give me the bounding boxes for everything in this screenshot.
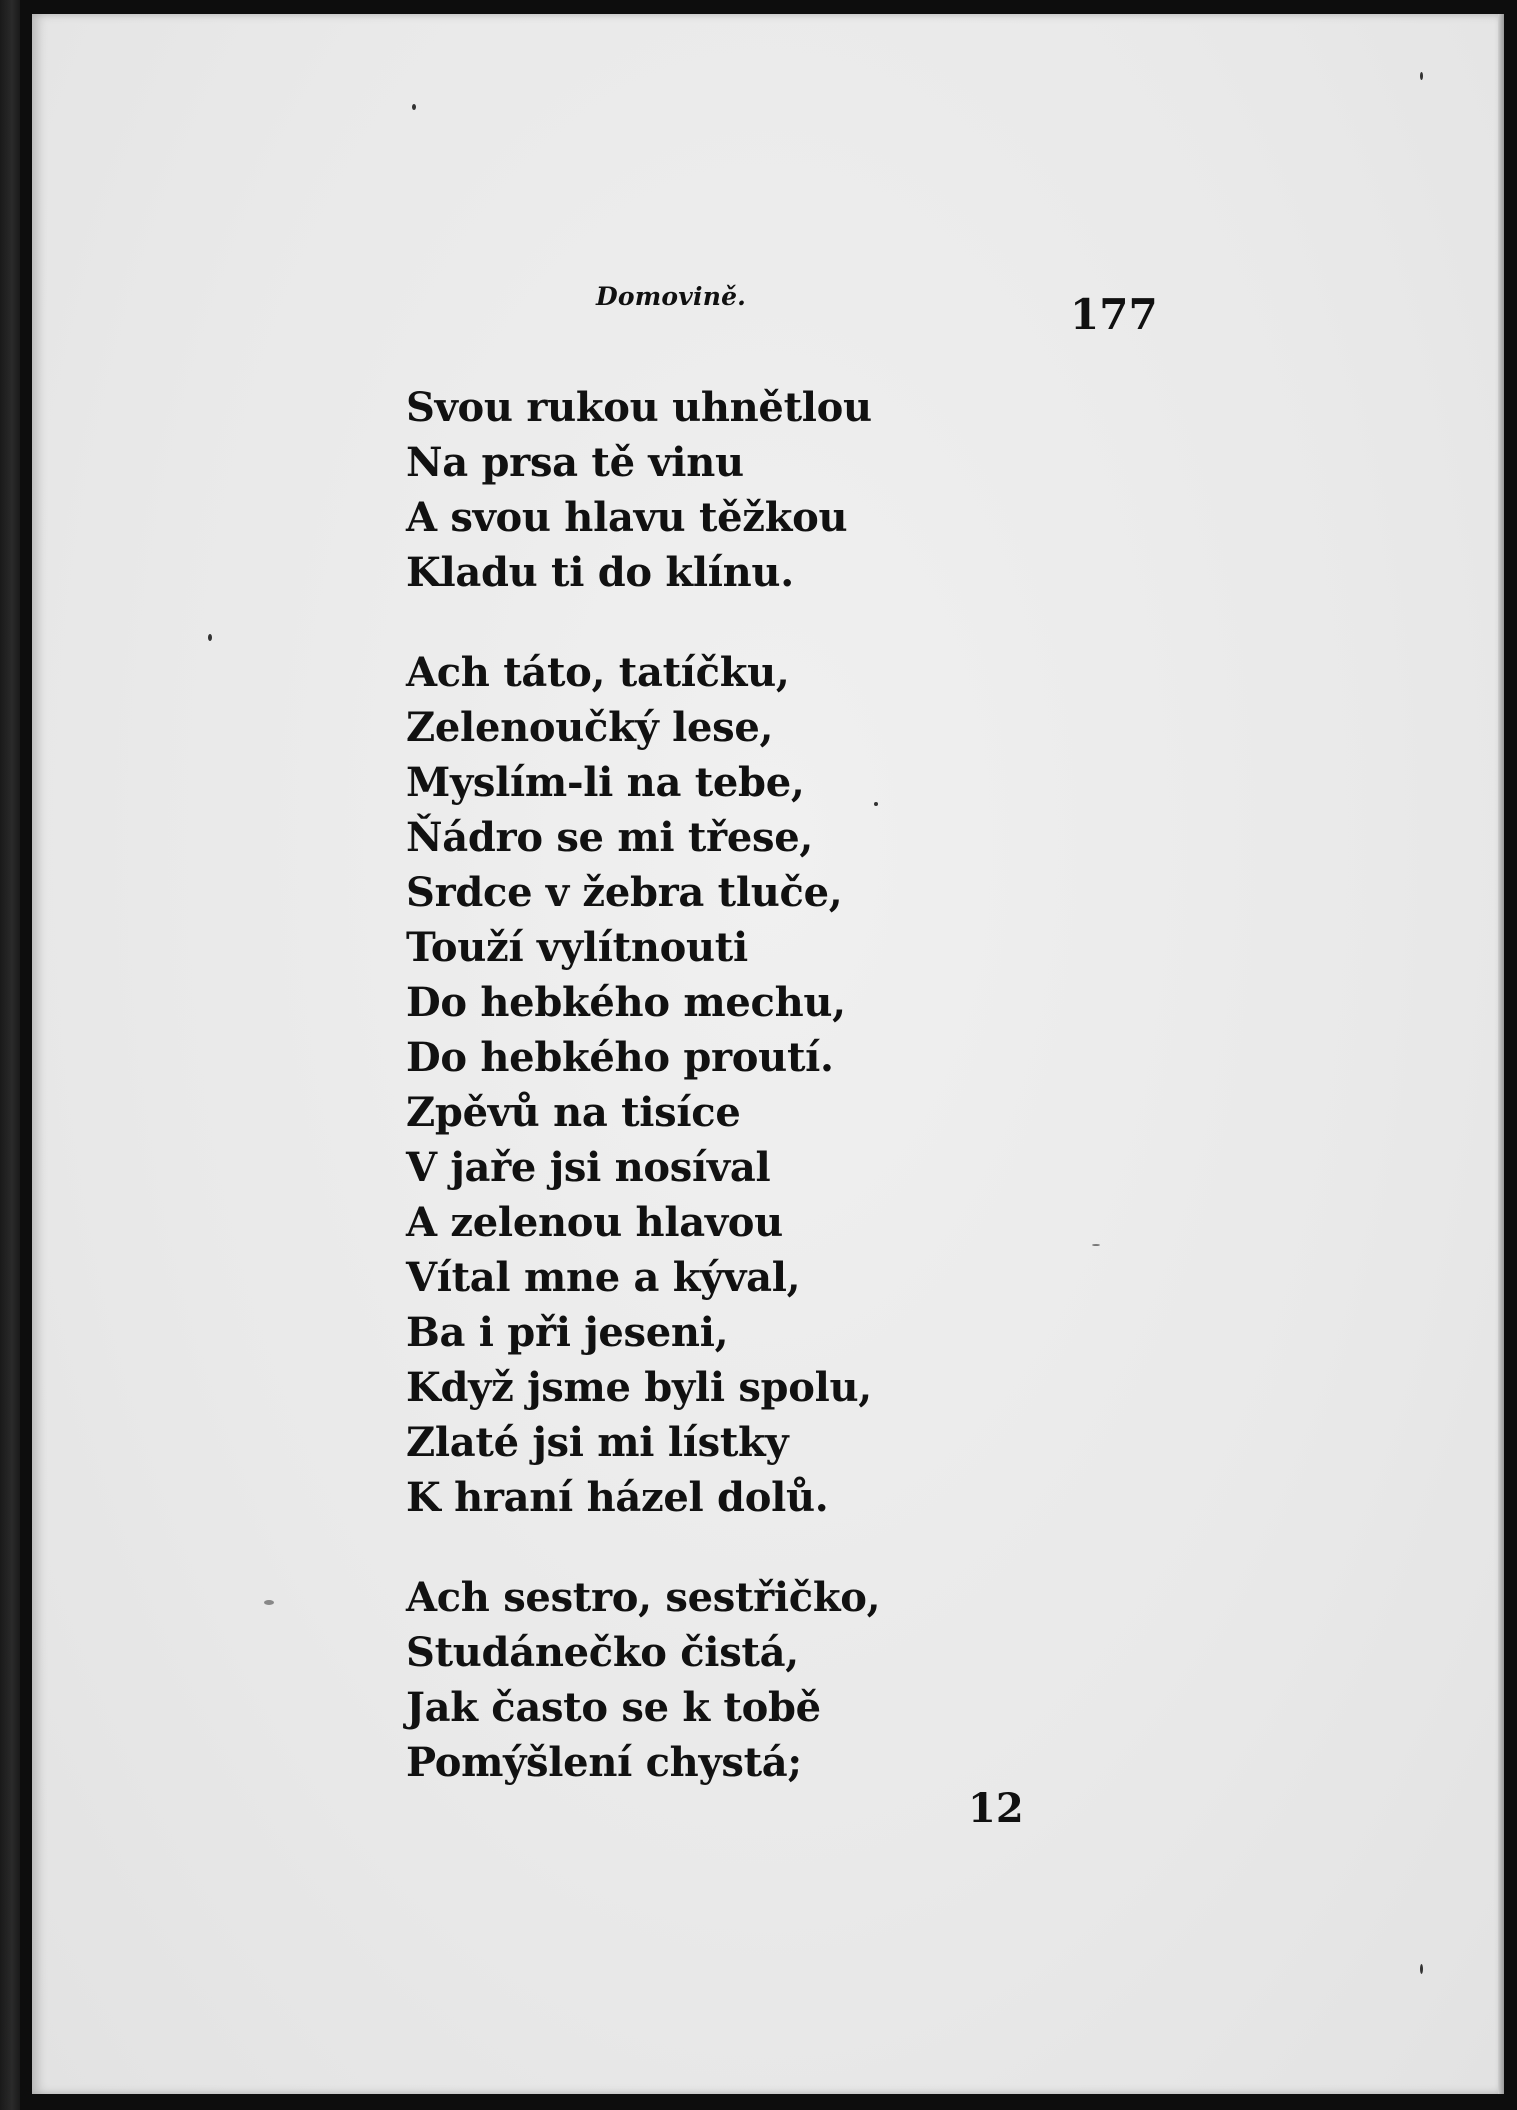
poem-line: Do hebkého proutí. — [406, 1034, 834, 1081]
signature-mark: 12 — [968, 1785, 1024, 1832]
poem-line: Svou rukou uhnětlou — [406, 384, 872, 431]
poem-line: Myslím-li na tebe, — [406, 759, 805, 806]
poem-line: Touží vylítnouti — [406, 924, 748, 971]
speck-mark — [1420, 1964, 1423, 1974]
poem-body — [406, 380, 966, 1790]
poem-line: Studánečko čistá, — [406, 1629, 799, 1676]
poem-line: Jak často se k tobě — [406, 1684, 821, 1731]
page-number: 177 — [1070, 290, 1158, 339]
poem-line: Ach táto, tatíčku, — [406, 649, 790, 696]
speck-mark — [412, 104, 416, 110]
poem-line: Pomýšlení chystá; — [406, 1739, 802, 1786]
poem-line: A zelenou hlavou — [406, 1199, 783, 1246]
poem-stanza — [406, 645, 966, 1525]
running-head-title: Domovině. — [596, 282, 747, 311]
poem-line: Ach sestro, sestřičko, — [406, 1574, 881, 1621]
speck-mark — [1092, 1244, 1100, 1246]
poem-stanza — [406, 1570, 966, 1790]
speck-mark — [264, 1600, 274, 1605]
poem-line: Srdce v žebra tluče, — [406, 869, 843, 916]
poem-line: Kladu ti do klínu. — [406, 549, 794, 596]
poem-line: A svou hlavu těžkou — [406, 494, 848, 541]
poem-line: Když jsme byli spolu, — [406, 1364, 872, 1411]
poem-line: Ňádro se mi třese, — [406, 814, 813, 861]
poem-line: Zlaté jsi mi lístky — [406, 1419, 789, 1466]
poem-line: Zelenoučký lese, — [406, 704, 774, 751]
speck-mark — [1420, 72, 1423, 80]
poem-line: K hraní házel dolů. — [406, 1474, 829, 1521]
poem-line: V jaře jsi nosíval — [406, 1144, 771, 1191]
page-edge — [1498, 14, 1504, 2094]
poem-line: Zpěvů na tisíce — [406, 1089, 741, 1136]
gutter-strip — [0, 0, 20, 2110]
poem-line: Vítal mne a kýval, — [406, 1254, 801, 1301]
speck-mark — [208, 634, 212, 641]
poem-stanza — [406, 380, 966, 600]
poem-line: Na prsa tě vinu — [406, 439, 744, 486]
poem-line: Ba i při jeseni, — [406, 1309, 729, 1356]
poem-line: Do hebkého mechu, — [406, 979, 846, 1026]
